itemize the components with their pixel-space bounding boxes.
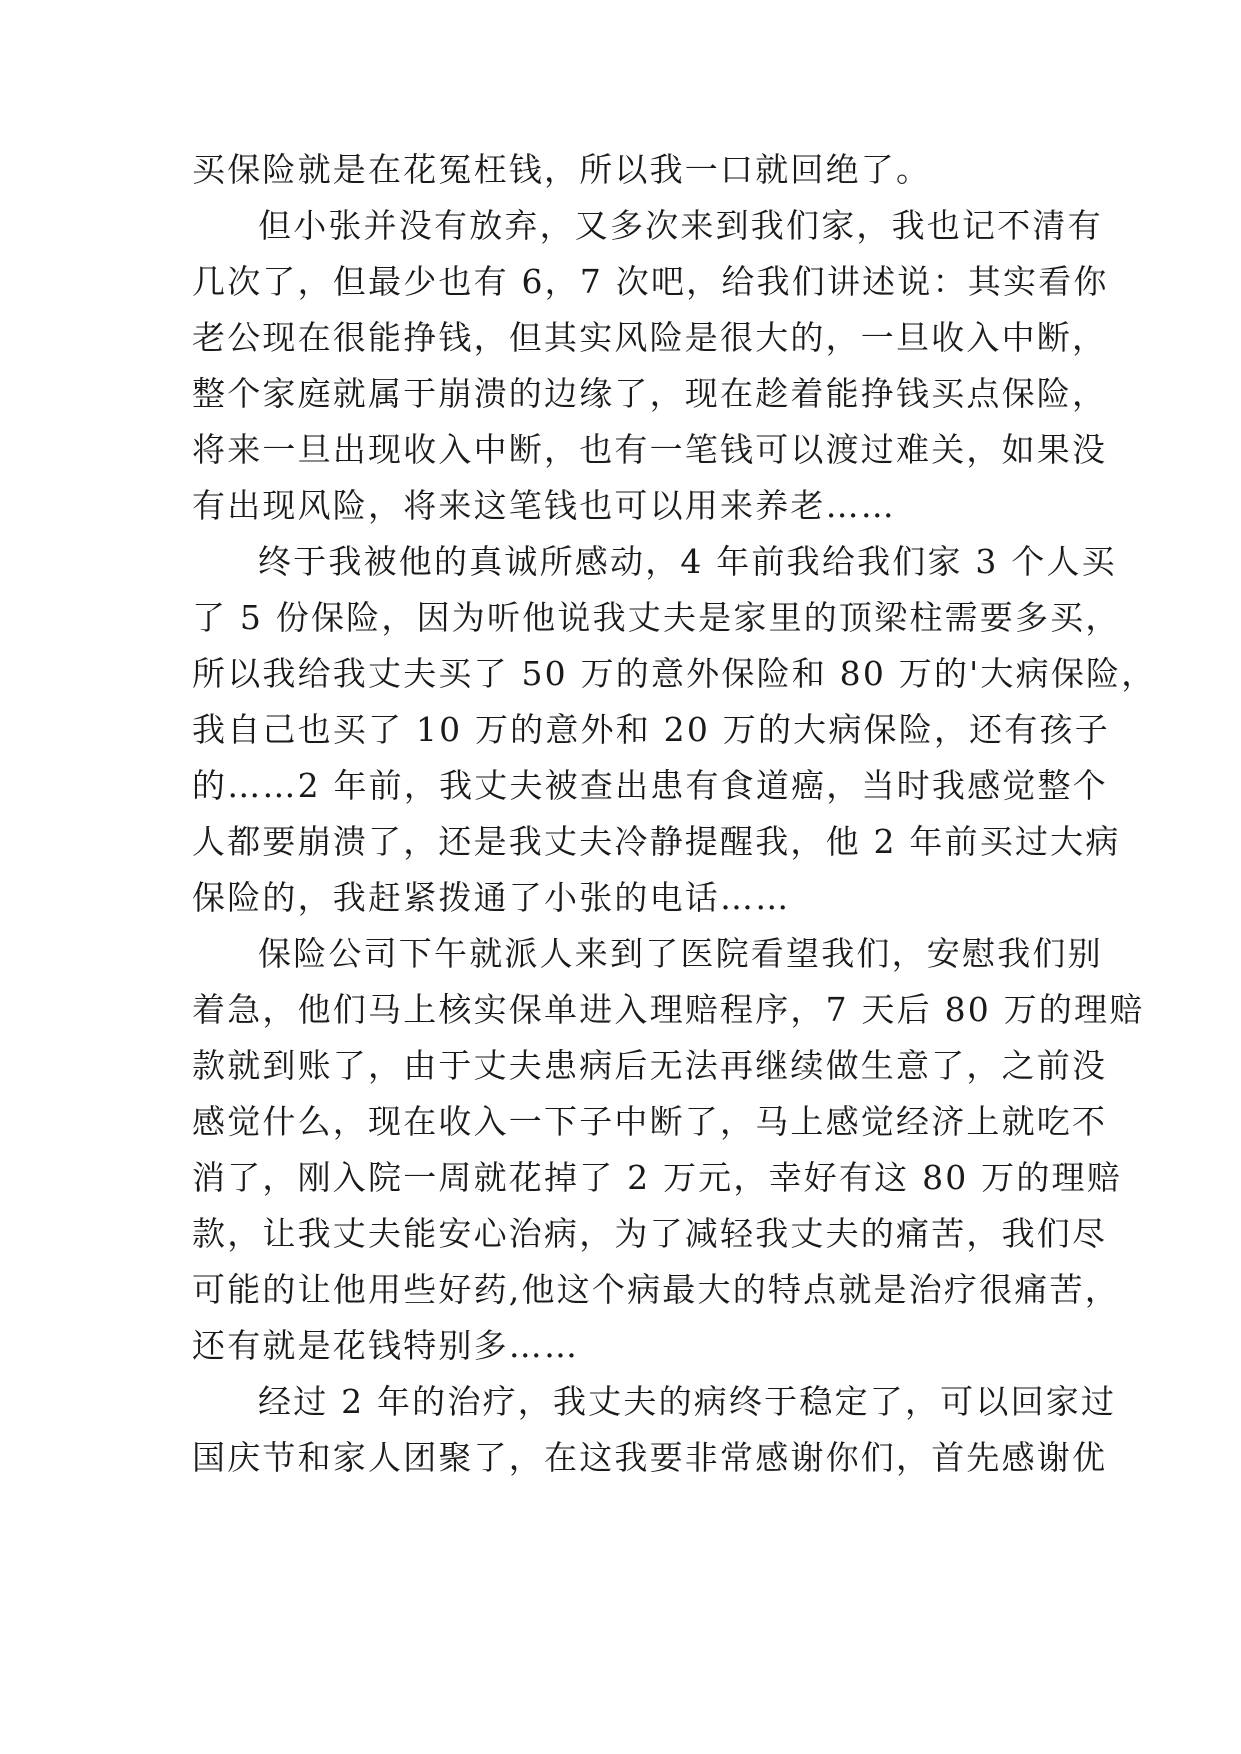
- text-line: 但小张并没有放弃，又多次来到我们家，我也记不清有: [258, 206, 1103, 245]
- text-line: 款就到账了，由于丈夫患病后无法再继续做生意了，之前没: [192, 1046, 1108, 1085]
- text-line: 几次了，但最少也有 6，7 次吧，给我们讲述说：其实看你: [192, 262, 1109, 301]
- text-line: 消了，刚入院一周就花掉了 2 万元，幸好有这 80 万的理赔: [192, 1158, 1122, 1197]
- text-line: 经过 2 年的治疗，我丈夫的病终于稳定了，可以回家过: [258, 1382, 1117, 1421]
- text-line: 整个家庭就属于崩溃的边缘了，现在趁着能挣钱买点保险，: [192, 374, 1108, 413]
- text-line: 的……2 年前，我丈夫被查出患有食道癌，当时我感觉整个: [192, 766, 1108, 805]
- text-line: 了 5 份保险，因为听他说我丈夫是家里的顶梁柱需要多买，: [192, 598, 1121, 637]
- text-line: 将来一旦出现收入中断，也有一笔钱可以渡过难关，如果没: [192, 430, 1108, 469]
- text-line: 感觉什么，现在收入一下子中断了，马上感觉经济上就吃不: [192, 1102, 1108, 1141]
- text-line: 可能的让他用些好药,他这个病最大的特点就是治疗很痛苦，: [192, 1270, 1120, 1309]
- text-line: 买保险就是在花冤枉钱，所以我一口就回绝了。: [192, 150, 932, 189]
- text-line: 终于我被他的真诚所感动，4 年前我给我们家 3 个人买: [258, 542, 1117, 581]
- text-line: 所以我给我丈夫买了 50 万的意外保险和 80 万的'大病保险，: [192, 654, 1157, 693]
- text-line: 国庆节和家人团聚了，在这我要非常感谢你们，首先感谢优: [192, 1438, 1108, 1477]
- text-line: 老公现在很能挣钱，但其实风险是很大的，一旦收入中断，: [192, 318, 1108, 357]
- text-line: 保险的，我赶紧拨通了小张的电话……: [192, 878, 791, 917]
- text-line: 着急，他们马上核实保单进入理赔程序，7 天后 80 万的理赔: [192, 990, 1145, 1029]
- text-line: 保险公司下午就派人来到了医院看望我们，安慰我们别: [258, 934, 1103, 973]
- text-line: 有出现风险，将来这笔钱也可以用来养老……: [192, 486, 896, 525]
- text-line: 我自己也买了 10 万的意外和 20 万的大病保险，还有孩子: [192, 710, 1110, 749]
- text-line: 还有就是花钱特别多……: [192, 1326, 580, 1365]
- text-line: 款，让我丈夫能安心治病，为了减轻我丈夫的痛苦，我们尽: [192, 1214, 1108, 1253]
- text-line: 人都要崩溃了，还是我丈夫冷静提醒我，他 2 年前买过大病: [192, 822, 1121, 861]
